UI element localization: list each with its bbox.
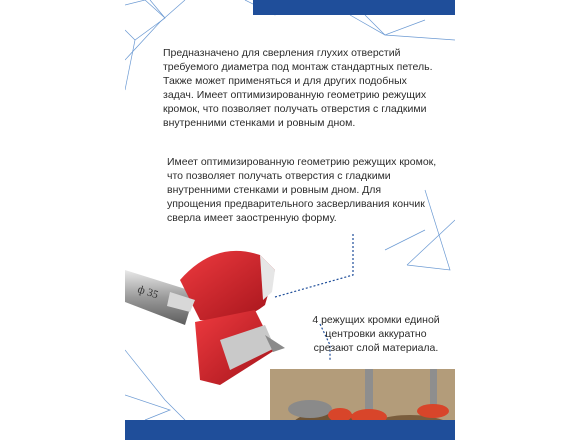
top-accent-bar: [253, 0, 455, 15]
description-paragraph-1: Предназначено для сверления глухих отверстий требуемого диаметра под монтаж стандартных петель. Также может применяться и для других подобных задач. Имеет оптимизированную геометрию режущих кромок, что позволяет получать отверстия с гладкими внутренними стенками и ровным дном.: [163, 47, 433, 129]
cutting-edges-caption: 4 режущих кромки единой центровки аккуратно срезают слой материала.: [312, 314, 440, 354]
description-paragraph-2: Имеет оптимизированную геометрию режущих кромок, что позволяет получать отверстия с гладкими внутренними стенками и ровным дном. Для упрощения предварительного засверливания кончик сверла имеет заостренную форму.: [167, 156, 437, 224]
svg-text:ф 35: ф 35: [136, 283, 160, 302]
bottom-accent-bar: [125, 420, 455, 440]
